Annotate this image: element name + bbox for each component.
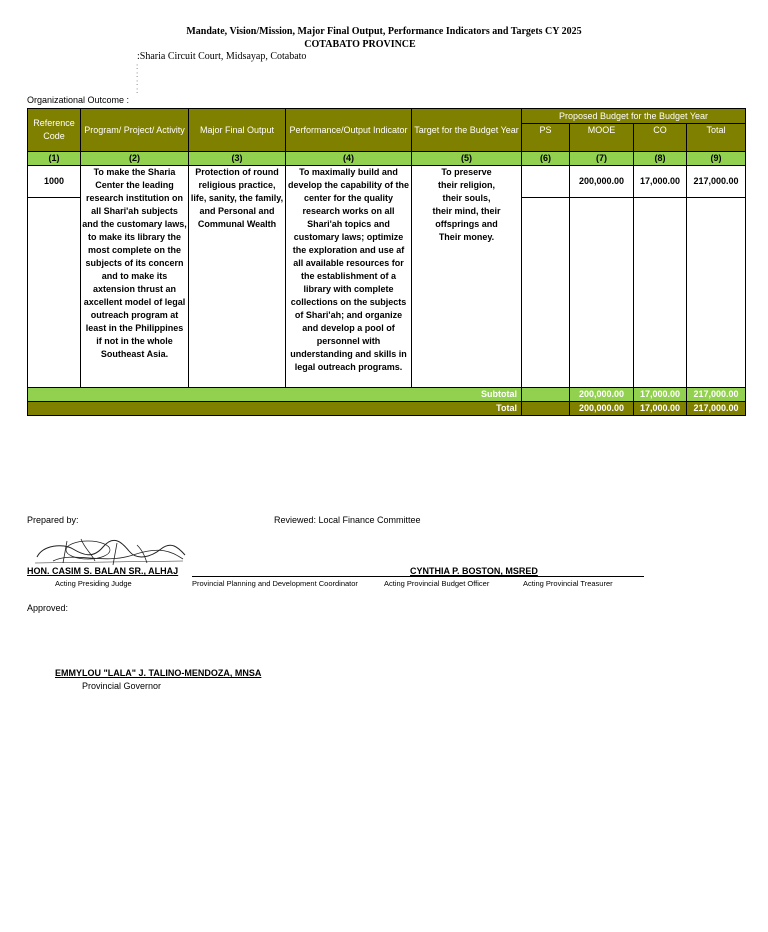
total-mooe: 200,000.00 [570, 402, 634, 416]
total-label: Total [28, 402, 522, 416]
row-ps [522, 166, 570, 198]
row-performance-indicator: To maximally build and develop the capability of the center for the quality research works on all Shari'ah topics and customary laws; optimize the exploration and use af all available resources for the establishment of a library with complete collections on the subjects of Shari'ah; and organize and develop a pool of personnel with understanding and skills in legal outreach programs. [286, 166, 412, 388]
row-reference-code: 1000 [28, 166, 81, 198]
header-proposed-budget: Proposed Budget for the Budget Year [522, 109, 746, 124]
row-total: 217,000.00 [687, 166, 746, 198]
subtotal-ps [522, 388, 570, 402]
total-co: 17,000.00 [634, 402, 687, 416]
signature-line [192, 576, 644, 577]
col-number: (6) [522, 152, 570, 166]
organizational-outcome-label: Organizational Outcome : [27, 95, 130, 105]
budget-officer-role: Acting Provincial Budget Officer [384, 579, 490, 588]
col-number: (5) [412, 152, 522, 166]
col-number: (9) [687, 152, 746, 166]
header-total: Total [687, 124, 746, 152]
total-ps [522, 402, 570, 416]
empty-cell [570, 198, 634, 388]
header-major-final-output: Major Final Output [189, 109, 286, 152]
col-number: (3) [189, 152, 286, 166]
subtotal-total: 217,000.00 [687, 388, 746, 402]
budget-table [27, 108, 746, 416]
header-co: CO [634, 124, 687, 152]
empty-cell [687, 198, 746, 388]
col-number: (8) [634, 152, 687, 166]
row-program: To make the Sharia Center the leading research institution on all Shari'ah subjects and the customary laws, to make its library the most complete on the subjects of its concern and to make its axtension thrust an axcellent model of legal outreach program at least in the Philippines if not in the whole Southeast Asia. [81, 166, 189, 388]
document-title: Mandate, Vision/Mission, Major Final Output, Performance Indicators and Targets CY 2025 [186, 26, 582, 37]
office-name: :Sharia Circuit Court, Midsayap, Cotabato [137, 51, 307, 62]
row-co: 17,000.00 [634, 166, 687, 198]
signature-image [33, 535, 188, 569]
header-program: Program/ Project/ Activity [81, 109, 189, 152]
province-title: COTABATO PROVINCE [304, 39, 416, 50]
row-target: To preserve their religion, their souls, their mind, their offsprings and Their money. [412, 166, 522, 388]
preparer-role: Acting Presiding Judge [55, 579, 132, 588]
header-target: Target for the Budget Year [412, 109, 522, 152]
governor-name: EMMYLOU "LALA" J. TALINO-MENDOZA, MNSA [55, 668, 262, 678]
col-number: (7) [570, 152, 634, 166]
subtotal-label: Subtotal [28, 388, 522, 402]
approved-label: Approved: [27, 603, 69, 613]
col-number: (2) [81, 152, 189, 166]
reviewed-label: Reviewed: Local Finance Committee [274, 515, 421, 525]
colon-markers: : : : : [136, 62, 139, 95]
total-total: 217,000.00 [687, 402, 746, 416]
budget-officer-name: CYNTHIA P. BOSTON, MSRED [410, 566, 538, 576]
empty-cell [28, 198, 81, 388]
preparer-name: HON. CASIM S. BALAN SR., ALHAJ [27, 566, 179, 576]
governor-role: Provincial Governor [82, 681, 162, 691]
row-mooe: 200,000.00 [570, 166, 634, 198]
prepared-by-label: Prepared by: [27, 515, 79, 525]
row-major-final-output: Protection of round religious practice, life, sanity, the family, and Personal and Communal Wealth [189, 166, 286, 388]
ppdc-role: Provincial Planning and Development Coordinator [192, 579, 358, 588]
col-number: (4) [286, 152, 412, 166]
empty-cell [522, 198, 570, 388]
subtotal-mooe: 200,000.00 [570, 388, 634, 402]
subtotal-co: 17,000.00 [634, 388, 687, 402]
empty-cell [634, 198, 687, 388]
header-ps: PS [522, 124, 570, 152]
header-reference-code: Reference Code [28, 109, 81, 152]
header-mooe: MOOE [570, 124, 634, 152]
header-performance-indicator: Performance/Output Indicator [286, 109, 412, 152]
treasurer-role: Acting Provincial Treasurer [523, 579, 613, 588]
col-number: (1) [28, 152, 81, 166]
